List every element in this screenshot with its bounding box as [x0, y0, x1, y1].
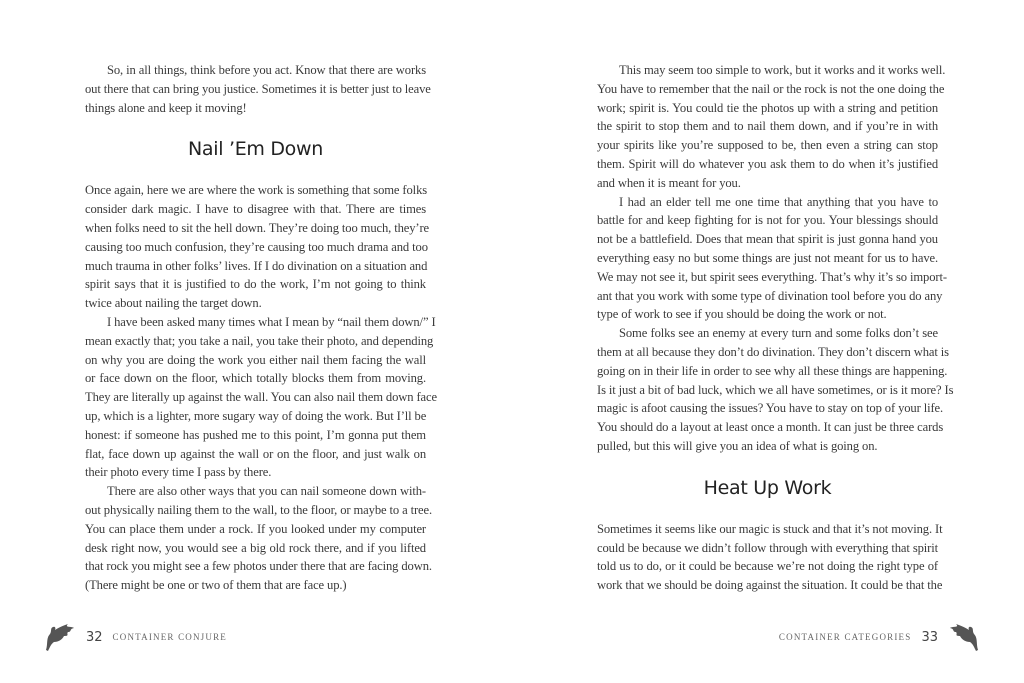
- text-line: Is it just a bit of bad luck, which we all have sometimes, or is it more? Is: [597, 382, 954, 397]
- paragraph: [597, 61, 946, 193]
- text-line: things alone and keep it moving!: [85, 100, 247, 115]
- running-head: CONTAINER CONJURE: [112, 632, 227, 642]
- text-line: You have to remember that the nail or the rock is not the one doing the: [597, 81, 945, 96]
- right-page: [512, 0, 1024, 683]
- text-line: ant that you work with some type of divination tool before you do any: [597, 288, 943, 303]
- text-line: consider dark magic. I have to disagree with that. There are times: [85, 202, 426, 217]
- text-line: They are literally up against the wall. You can also nail them down face: [85, 390, 437, 405]
- paragraph: [597, 193, 947, 325]
- text-line: battle for and keep fighting for is not for you. Your blessings should: [597, 213, 938, 228]
- section-heading-nail-em-down: Nail ’Em Down: [188, 138, 323, 161]
- right-footer: [779, 620, 982, 654]
- text-line: There are also other ways that you can nail someone down with-: [107, 484, 426, 499]
- text-line: twice about nailing the target down.: [85, 296, 262, 311]
- text-line: told us to do, or it could be because we’re not doing the right type of: [597, 559, 938, 574]
- text-line: out there that can bring you justice. Sometimes it is better just to leave: [85, 81, 431, 96]
- paragraph: [597, 324, 954, 456]
- text-line: everything easy no but some things are just not meant for us to have.: [597, 250, 938, 265]
- rooster-icon: [42, 620, 76, 654]
- text-line: work; spirit is. You could tie the photos up with a string and petition: [597, 100, 938, 115]
- text-line: your spirits like you’re supposed to be, then even a string can stop: [597, 138, 938, 153]
- text-line: pulled, but this will give you an idea of what is going on.: [597, 438, 878, 453]
- text-line: (There might be one or two of them that are face up.): [85, 578, 347, 593]
- paragraph: [597, 520, 943, 595]
- paragraph: [85, 181, 430, 313]
- text-line: flat, face down up against the wall or on the floor, and just walk on: [85, 446, 426, 461]
- text-line: going on in their life in order to see why all these things are happening.: [597, 363, 948, 378]
- left-footer: [42, 620, 227, 654]
- rooster-icon: [948, 620, 982, 654]
- text-line: them. Spirit will do whatever you ask them to do when it’s justified: [597, 156, 938, 171]
- text-line: spirit says that it is justified to do the work, I’m not going to think: [85, 277, 426, 292]
- text-line: on why you are doing the work you either nail them facing the wall: [85, 352, 426, 367]
- text-line: Sometimes it seems like our magic is stuck and that it’s not moving. It: [597, 521, 943, 536]
- text-line: up, which is a lighter, more sugary way of doing the work. But I’ll be: [85, 408, 427, 423]
- text-line: type of work to see if you should be doing the work or not.: [597, 307, 887, 322]
- text-line: desk right now, you would see a big old rock there, and if you lifted: [85, 540, 426, 555]
- text-line: This may seem too simple to work, but it works and it works well.: [619, 63, 946, 77]
- text-line: much trauma in other folks’ lives. If I do divination on a situation and: [85, 258, 428, 273]
- text-line: We may not see it, but spirit sees everything. That’s why it’s so import-: [597, 269, 947, 284]
- text-line: You can place them under a rock. If you looked under my computer: [85, 521, 426, 536]
- text-line: So, in all things, think before you act. Know that there are works: [107, 63, 426, 77]
- text-line: that rock you might see a few photos under there that are facing down.: [85, 559, 432, 574]
- page-number: 33: [921, 629, 938, 645]
- intro-paragraph: [85, 61, 431, 117]
- text-line: You should do a layout at least once a month. It can just be three cards: [597, 420, 944, 435]
- text-line: honest: if someone has pushed me to this point, I’m gonna put them: [85, 427, 426, 442]
- left-text: [85, 61, 437, 595]
- text-line: them at all because they don’t do divination. They don’t discern what is: [597, 344, 949, 359]
- text-line: I had an elder tell me one time that anything that you have to: [619, 194, 938, 209]
- text-line: and when it is meant for you.: [597, 175, 741, 190]
- text-line: I have been asked many times what I mean by “nail them down/” I: [107, 314, 436, 329]
- text-line: or face down on the floor, which totally blocks them from moving.: [85, 371, 426, 386]
- paragraph: [85, 313, 437, 482]
- text-line: Some folks see an enemy at every turn and some folks don’t see: [619, 326, 938, 341]
- text-line: out physically nailing them to the wall, to the floor, or maybe to a tree.: [85, 502, 432, 517]
- page-number: 32: [86, 629, 103, 645]
- text-line: causing too much confusion, they’re causing too much drama and too: [85, 239, 428, 254]
- running-head: CONTAINER CATEGORIES: [778, 632, 912, 642]
- text-line: when folks need to sit the hell down. They’re doing too much, they’re: [85, 220, 430, 235]
- text-line: could be because we didn’t follow through with everything that spirit: [597, 540, 938, 555]
- text-line: work that we should be doing against the situation. It could be that the: [597, 578, 943, 593]
- text-line: not be a battlefield. Does that mean that spirit is just gonna hand you: [597, 232, 938, 247]
- paragraph: [85, 482, 432, 595]
- section-heading-heat-up-work: Heat Up Work: [703, 476, 832, 499]
- text-line: mean exactly that; you take a nail, you take their photo, and depending: [85, 333, 434, 348]
- text-line: the spirit to stop them and to nail them down, and if you’re in with: [597, 119, 938, 134]
- right-text: [597, 61, 954, 595]
- text-line: Once again, here we are where the work is something that some folks: [85, 183, 428, 198]
- text-line: their photo every time I pass by there.: [85, 465, 272, 480]
- text-line: magic is afoot causing the issues? You have to stay on top of your life.: [597, 401, 944, 416]
